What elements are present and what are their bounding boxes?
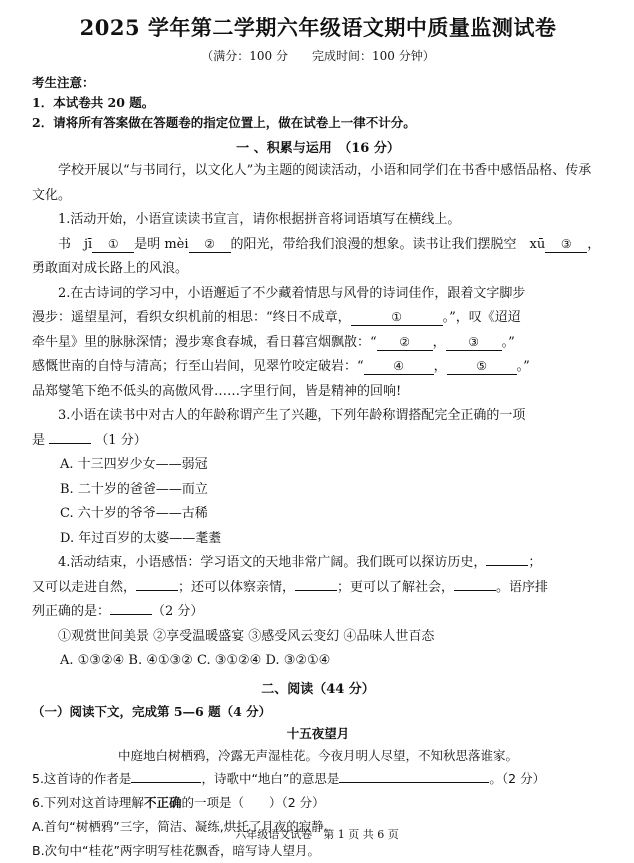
q2-blank-5: ⑤ <box>447 358 517 375</box>
poem-title: 十五夜望月 <box>286 725 350 741</box>
q6-emphasis: 不正确 <box>143 794 182 810</box>
q5-text: 5.这首诗的作者是 <box>32 770 132 786</box>
q2-text: ， <box>432 334 446 350</box>
question-3-line <box>32 429 604 454</box>
exam-title: 2025 学年第二学期六年级语文期中质量监测试卷 <box>79 15 557 40</box>
q1-text: ， <box>587 236 601 252</box>
q2-text: 。” <box>501 334 515 350</box>
q1-text: 的阳光，带给我们浪漫的想象。读书让我们摆脱空 xū <box>230 236 546 252</box>
notice-title: 考生注意： <box>32 75 95 90</box>
q3-option: B. 二十岁的爸爸——而立 <box>60 481 208 497</box>
q4-blank <box>136 590 178 591</box>
poem-text: 中庭地白树栖鸦，冷露无声湿桂花。今夜月明人尽望，不知秋思落谁家。 <box>117 747 518 763</box>
question-1-prompt: 1.活动开始，小语宣读读书宣言，请你根据拼音将词语填写在横线上。 <box>58 212 461 227</box>
exam-subtitle: （满分：100 分 完成时间：100 分钟） <box>201 49 435 63</box>
q4-choices: A. ①③②④ B. ④①③② C. ③①②④ D. ③②①④ <box>60 653 331 668</box>
q4-blank <box>295 590 337 591</box>
question-5 <box>32 767 604 791</box>
section-heading-accumulation: 一 、积累与运用 （16 分） <box>236 141 400 156</box>
q3-option: A. 十三四岁少女——弱冠 <box>60 457 208 472</box>
q3-option: C. 六十岁的爷爷——古稀 <box>60 506 208 521</box>
q5-blank-meaning <box>339 782 489 783</box>
q2-text: 牵牛星》里的脉脉深情；漫步寒食春城，看日暮宫烟飘散：“ <box>32 334 377 350</box>
notice-item: 1．本试卷共 20 题。 <box>32 95 155 110</box>
q5-text: 。（2 分） <box>489 770 546 786</box>
q3-option: D. 年过百岁的太婆——耄耋 <box>60 530 222 546</box>
question-1-tail: 勇敢面对成长路上的风浪。 <box>32 261 189 276</box>
q1-blank-2: ② <box>189 236 231 253</box>
q2-blank-1: ① <box>351 309 443 326</box>
q4-blank <box>454 590 496 591</box>
q4-text: 。语序排 <box>496 579 549 595</box>
q5-blank-author <box>131 782 201 783</box>
question-4-line <box>32 600 604 625</box>
question-4-line <box>32 551 604 576</box>
q4-text: ；还可以体察亲情， <box>178 579 296 595</box>
question-4-line <box>32 576 604 601</box>
q3-score: （1 分） <box>95 432 147 448</box>
q6-option: B.次句中“桂花”两字明写桂花飘香，暗写诗人望月。 <box>32 842 321 858</box>
question-2-line <box>32 355 604 380</box>
reading-part-1-heading: （一）阅读下文，完成第 5—6 题（4 分） <box>32 703 272 719</box>
q2-text: 。”，叹《迢迢 <box>442 310 521 325</box>
q4-answer-blank <box>110 614 152 615</box>
q4-score: （2 分） <box>152 604 204 619</box>
q4-text: ； <box>528 555 542 570</box>
q4-text: ；更可以了解社会， <box>337 579 455 595</box>
section-intro: 学校开展以“与书同行，以文化人”为主题的阅读活动，小语和同学们在书香中感悟品格、传承文化。 <box>32 163 592 203</box>
q3-text: 是 <box>32 432 46 448</box>
q2-text: 漫步：遥望星河，看织女织机前的相思：“终日不成章， <box>32 310 351 325</box>
q4-text: 4.活动结束，小语感悟：学习语文的天地非常广阔。我们既可以探访历史， <box>58 555 487 570</box>
question-2-line <box>32 306 604 331</box>
q1-text: 是明 mèi <box>134 236 189 252</box>
notice-item: 2．请将所有答案做在答题卷的指定位置上，做在试卷上一律不计分。 <box>32 115 416 130</box>
q4-text: 又可以走进自然， <box>32 579 137 595</box>
q1-text: 书 jī <box>58 236 93 252</box>
question-3-prompt: 3.小语在读书中对古人的年龄称谓产生了兴趣，下列年龄称谓搭配完全正确的一项 <box>58 408 526 423</box>
page-footer: 六年级语文试卷 第 1 页 共 6 页 <box>235 828 399 841</box>
q4-text: 列正确的是： <box>32 604 111 619</box>
q2-text: 。” <box>516 359 530 374</box>
question-1-line <box>32 233 604 258</box>
q2-blank-3: ③ <box>446 334 502 351</box>
q1-blank-1: ① <box>92 236 134 253</box>
question-2-prompt: 2.在古诗词的学习中，小语邂逅了不少藏着情思与风骨的诗词佳作，跟着文字脚步 <box>58 285 526 301</box>
q2-blank-2: ② <box>377 334 433 351</box>
q2-text: 感慨世南的自恃与清高；行至山岩间，见翠竹咬定破岩：“ <box>32 359 364 374</box>
q5-text: ，诗歌中“地白”的意思是 <box>201 770 340 786</box>
q1-blank-3: ③ <box>545 236 587 253</box>
q3-answer-blank <box>49 443 91 444</box>
q2-text: ， <box>433 359 447 374</box>
q6-option: A.首句“树栖鸦”三字，简洁、凝练,烘托了月夜的寂静。 <box>32 818 337 834</box>
question-6 <box>32 791 604 815</box>
section-heading-reading: 二、阅读（44 分） <box>261 681 375 697</box>
q2-blank-4: ④ <box>364 358 434 375</box>
q4-phrases: ①观赏世间美景 ②享受温暖盛宴 ③感受风云变幻 ④品味人世百态 <box>58 628 435 644</box>
q4-blank <box>486 565 528 566</box>
q6-text: 6.下列对这首诗理解 <box>32 794 144 810</box>
question-2-tail: 品郑燮笔下绝不低头的高傲风骨……字里行间，皆是精神的回响! <box>32 383 402 399</box>
question-2-line <box>32 331 604 356</box>
q6-text: 的一项是（ ）（2 分） <box>181 794 325 810</box>
